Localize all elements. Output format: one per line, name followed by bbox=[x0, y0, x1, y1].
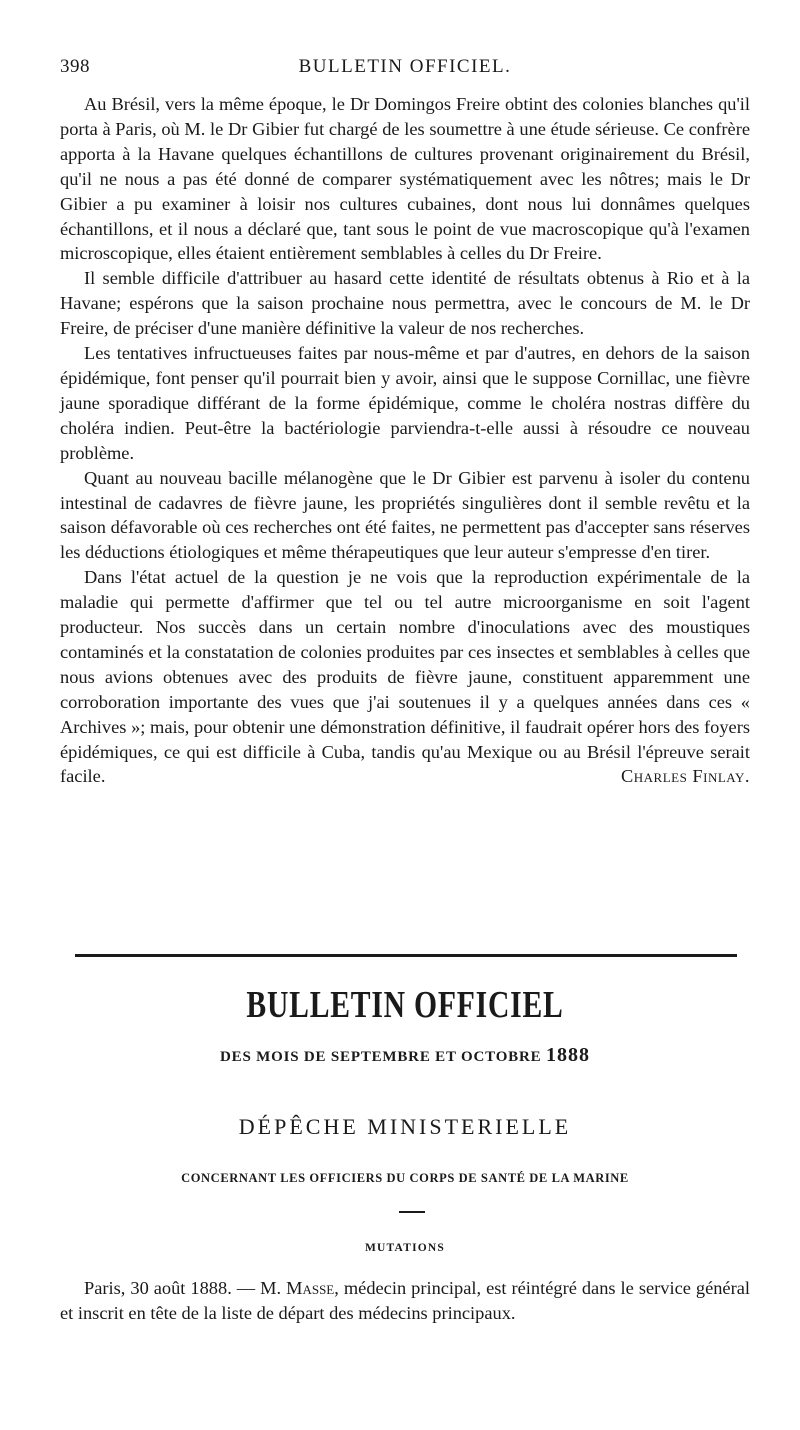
paragraph-text: Dans l'état actuel de la question je ne vois que la reproduction expérimentale de la maladie qui permette d'affirmer que tel ou tel autre microorganisme en soit l'agent producteur. Nos succès dans un certain nombre d'inoculations avec des moustiques contaminés et la constatation de colonies produites par ces insectes et semblables à celles que nous avions obtenues avec des produits de fièvre jaune, constituent apparemment une corroboration importante des vues que j'ai soutenues il y a quelques années dans ces « Archives »; mais, pour obtenir une démonstration définitive, il faudrait opérer hors des foyers épidémiques, ce qui est difficile à Cuba, tandis qu'au Mexique ou au Brésil l'épreuve serait facile. bbox=[60, 567, 750, 787]
entry-name: Masse bbox=[286, 1278, 335, 1298]
paragraph: Les tentatives infructueuses faites par nous-même et par d'autres, en dehors de la saison épidémique, font penser qu'il pourrait bien y avoir, ainsi que le suppose Cornillac, une fièvre jaune sporadique différant de la forme épidémique, comme le choléra nostras diffère du choléra indien. Peut-être la bactériologie parviendra-t-elle aussi à résoudre ce nouveau problème. bbox=[60, 343, 750, 463]
short-divider bbox=[399, 1211, 425, 1213]
entry-rest: , médecin principal, est réintégré dans le service général et inscrit en tête de la liste de départ des médecins principaux. bbox=[60, 1278, 750, 1323]
bulletin-subtitle bbox=[60, 1044, 750, 1067]
mutation-paragraph bbox=[60, 1276, 750, 1326]
section-divider bbox=[75, 954, 737, 957]
paragraph: Il semble difficile d'attribuer au hasard cette identité de résultats obtenus à Rio et à la Havane; espérons que la saison prochaine nous permettra, avec le concours de M. le Dr Freire, de préciser d'une manière définitive la valeur de nos recherches. bbox=[60, 268, 750, 339]
depeche-heading: DÉPÊCHE MINISTERIELLE bbox=[238, 1114, 572, 1139]
page-number: 398 bbox=[60, 56, 90, 77]
article-body bbox=[60, 92, 750, 789]
subtitle-year: 1888 bbox=[545, 1044, 590, 1066]
running-title: BULLETIN OFFICIEL. bbox=[298, 56, 512, 77]
bulletin-title: BULLETIN OFFICIEL bbox=[246, 984, 564, 1026]
mutations-heading: MUTATIONS bbox=[364, 1242, 446, 1254]
mutation-entry bbox=[60, 1276, 750, 1326]
paragraph-last bbox=[60, 565, 750, 789]
concernant-heading: CONCERNANT LES OFFICIERS DU CORPS DE SANTÉ DE LA MARINE bbox=[181, 1171, 629, 1185]
entry-prefix: Paris, 30 août 1888. — M. bbox=[84, 1278, 287, 1298]
subtitle-text: DES MOIS DE SEPTEMBRE ET OCTOBRE bbox=[220, 1049, 542, 1065]
running-head bbox=[60, 56, 750, 82]
paragraph: Quant au nouveau bacille mélanogène que le Dr Gibier est parvenu à isoler du contenu intestinal de cadavres de fièvre jaune, les propriétés singulières dont il semble revêtu et la saison défavorable où ces recherches ont été faites, ne permettent pas d'accepter sans réserves les déductions étiologiques et même thérapeutiques que leur auteur s'empresse d'en tirer. bbox=[60, 467, 750, 563]
author-signature: Charles Finlay. bbox=[621, 766, 750, 787]
paragraph: Au Brésil, vers la même époque, le Dr Domingos Freire obtint des colonies blanches qu'il porta à Paris, où M. le Dr Gibier fut chargé de les soumettre à une étude sérieuse. Ce confrère apporta à la Havane quelques échantillons de cultures provenant originairement du Brésil, qu'il ne nous a pas été donné de comparer systématiquement avec les nôtres; mais le Dr Gibier a pu examiner à loisir nos cultures cubaines, dont nous lui donnâmes quelques échantillons, et il nous a déclaré que, tant sous le point de vue macroscopique qu'à l'examen microscopique, elles étaient entièrement semblables à celles du Dr Freire. bbox=[60, 94, 750, 264]
